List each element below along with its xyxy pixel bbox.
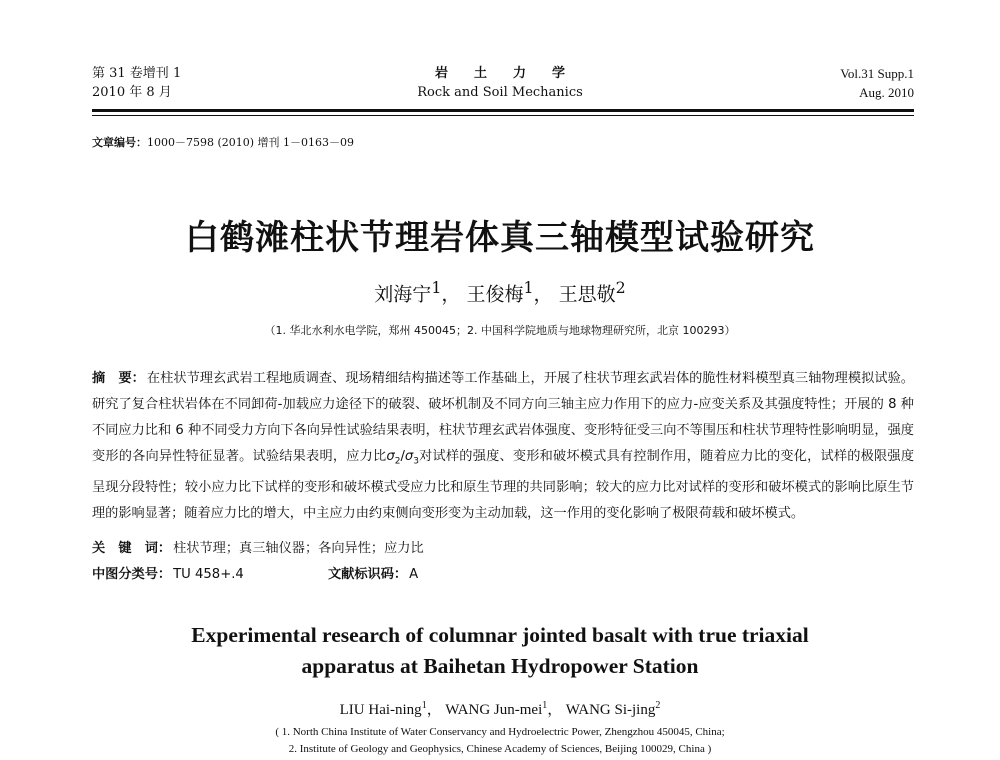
classification-value: TU 458+.4	[173, 567, 244, 582]
volume-issue: 第 31 卷增刊 1	[92, 66, 182, 81]
author-name-en: WANG Si-jing	[565, 702, 656, 718]
classification-label: 中图分类号：	[92, 567, 172, 582]
article-number-value: 1000－7598 (2010) 增刊 1－0163－09	[147, 136, 355, 149]
abstract-label: 摘 要：	[92, 371, 145, 386]
running-header-left	[92, 64, 181, 102]
title-english-line2: apparatus at Baihetan Hydropower Station	[301, 654, 699, 678]
sigma-symbol: σ	[386, 449, 395, 464]
author-name-en: LIU Hai-ning	[339, 702, 422, 718]
header-rule-thick	[92, 109, 914, 112]
abstract-text-part1: 在柱状节理玄武岩工程地质调查、现场精细结构描述等工作基础上，开展了柱状节理玄武岩体的脆性材料模型真三轴物理模拟试验。研究了复合柱状岩体在不同卸荷-加载应力途径下的破裂、破坏机制及不同方向三轴主应力作用下的应力-应变关系及其强度特性；开展的 8 种不同应力比和 6 种不同受力方向下各向异性试验结果表明，柱状节理玄武岩体强度、变形特征受三向不等围压和柱状节理特性影响明显，强度变形的各向异性特征显著。试验结果表明，应力比	[92, 371, 914, 464]
authors-english	[0, 698, 1000, 719]
author-separator: ，	[547, 702, 563, 718]
author-affiliation-mark: 2	[655, 700, 661, 711]
document-code	[328, 563, 418, 582]
abstract-chinese	[92, 366, 914, 527]
affiliation-english-line1: ( 1. North China Institute of Water Conservancy and Hydroelectric Power, Zhengzhou 450045, China;	[275, 726, 725, 738]
author-affiliation-mark: 1	[542, 700, 548, 711]
author-separator: ，	[441, 283, 461, 306]
abstract-text-part2: 对试样的强度、变形和破坏模式具有控制作用，随着应力比的变化，试样的极限强度呈现分段特性；较小应力比下试样的变形和破坏模式受应力比和原生节理的共同影响；较大的应力比对试样的变形和破坏模式的影响比原生节理的影响显著；随着应力比的增大，中主应力由约束侧向变形变为主动加载，这一作用的变化影响了极限荷载和破坏模式。	[92, 449, 915, 521]
publication-date-en: Aug. 2010	[859, 85, 914, 100]
author-name: 刘海宁	[374, 283, 432, 306]
author-affiliation-mark: 1	[431, 278, 442, 297]
volume-issue-en: Vol.31 Supp.1	[840, 66, 914, 81]
title-english	[0, 620, 1000, 682]
document-code-label: 文献标识码：	[328, 567, 408, 582]
title-english-line1: Experimental research of columnar jointed basalt with true triaxial	[191, 623, 809, 647]
author-separator: ，	[426, 702, 442, 718]
author-name: 王俊梅	[466, 283, 524, 306]
article-number	[92, 134, 354, 150]
affiliation-chinese: （1. 华北水利水电学院，郑州 450045；2. 中国科学院地质与地球物理研究所，北京 100293）	[264, 324, 736, 337]
title-chinese: 白鹤滩柱状节理岩体真三轴模型试验研究	[185, 218, 815, 258]
sigma-symbol: σ	[404, 449, 414, 464]
keywords-chinese	[92, 537, 424, 556]
author-affiliation-mark: 1	[523, 278, 534, 297]
keywords-label: 关 键 词：	[92, 541, 172, 556]
author-name-en: WANG Jun-mei	[445, 702, 543, 718]
classification-line	[92, 563, 419, 582]
sigma-subscript: 2	[394, 456, 401, 467]
document-code-value: A	[409, 567, 419, 582]
author-affiliation-mark: 1	[421, 700, 427, 711]
ratio-slash: /	[400, 449, 405, 464]
running-header-right	[840, 64, 914, 102]
running-header-center	[400, 64, 600, 102]
author-affiliation-mark: 2	[615, 278, 626, 297]
sigma-subscript: 3	[413, 456, 419, 467]
header-rule-thin	[92, 115, 914, 116]
article-number-label: 文章编号：	[92, 136, 147, 149]
affiliation-english	[0, 724, 1000, 758]
author-name: 王思敬	[558, 283, 616, 306]
journal-name-en: Rock and Soil Mechanics	[417, 85, 583, 100]
author-separator: ，	[533, 283, 553, 306]
keywords-text: 柱状节理；真三轴仪器；各向异性；应力比	[173, 541, 424, 556]
publication-date: 2010 年 8 月	[92, 85, 172, 100]
authors-chinese	[0, 278, 1000, 306]
affiliation-english-line2: 2. Institute of Geology and Geophysics, Chinese Academy of Sciences, Beijing 100029, China )	[288, 743, 712, 755]
journal-name-cn: 岩土力学	[434, 66, 591, 81]
